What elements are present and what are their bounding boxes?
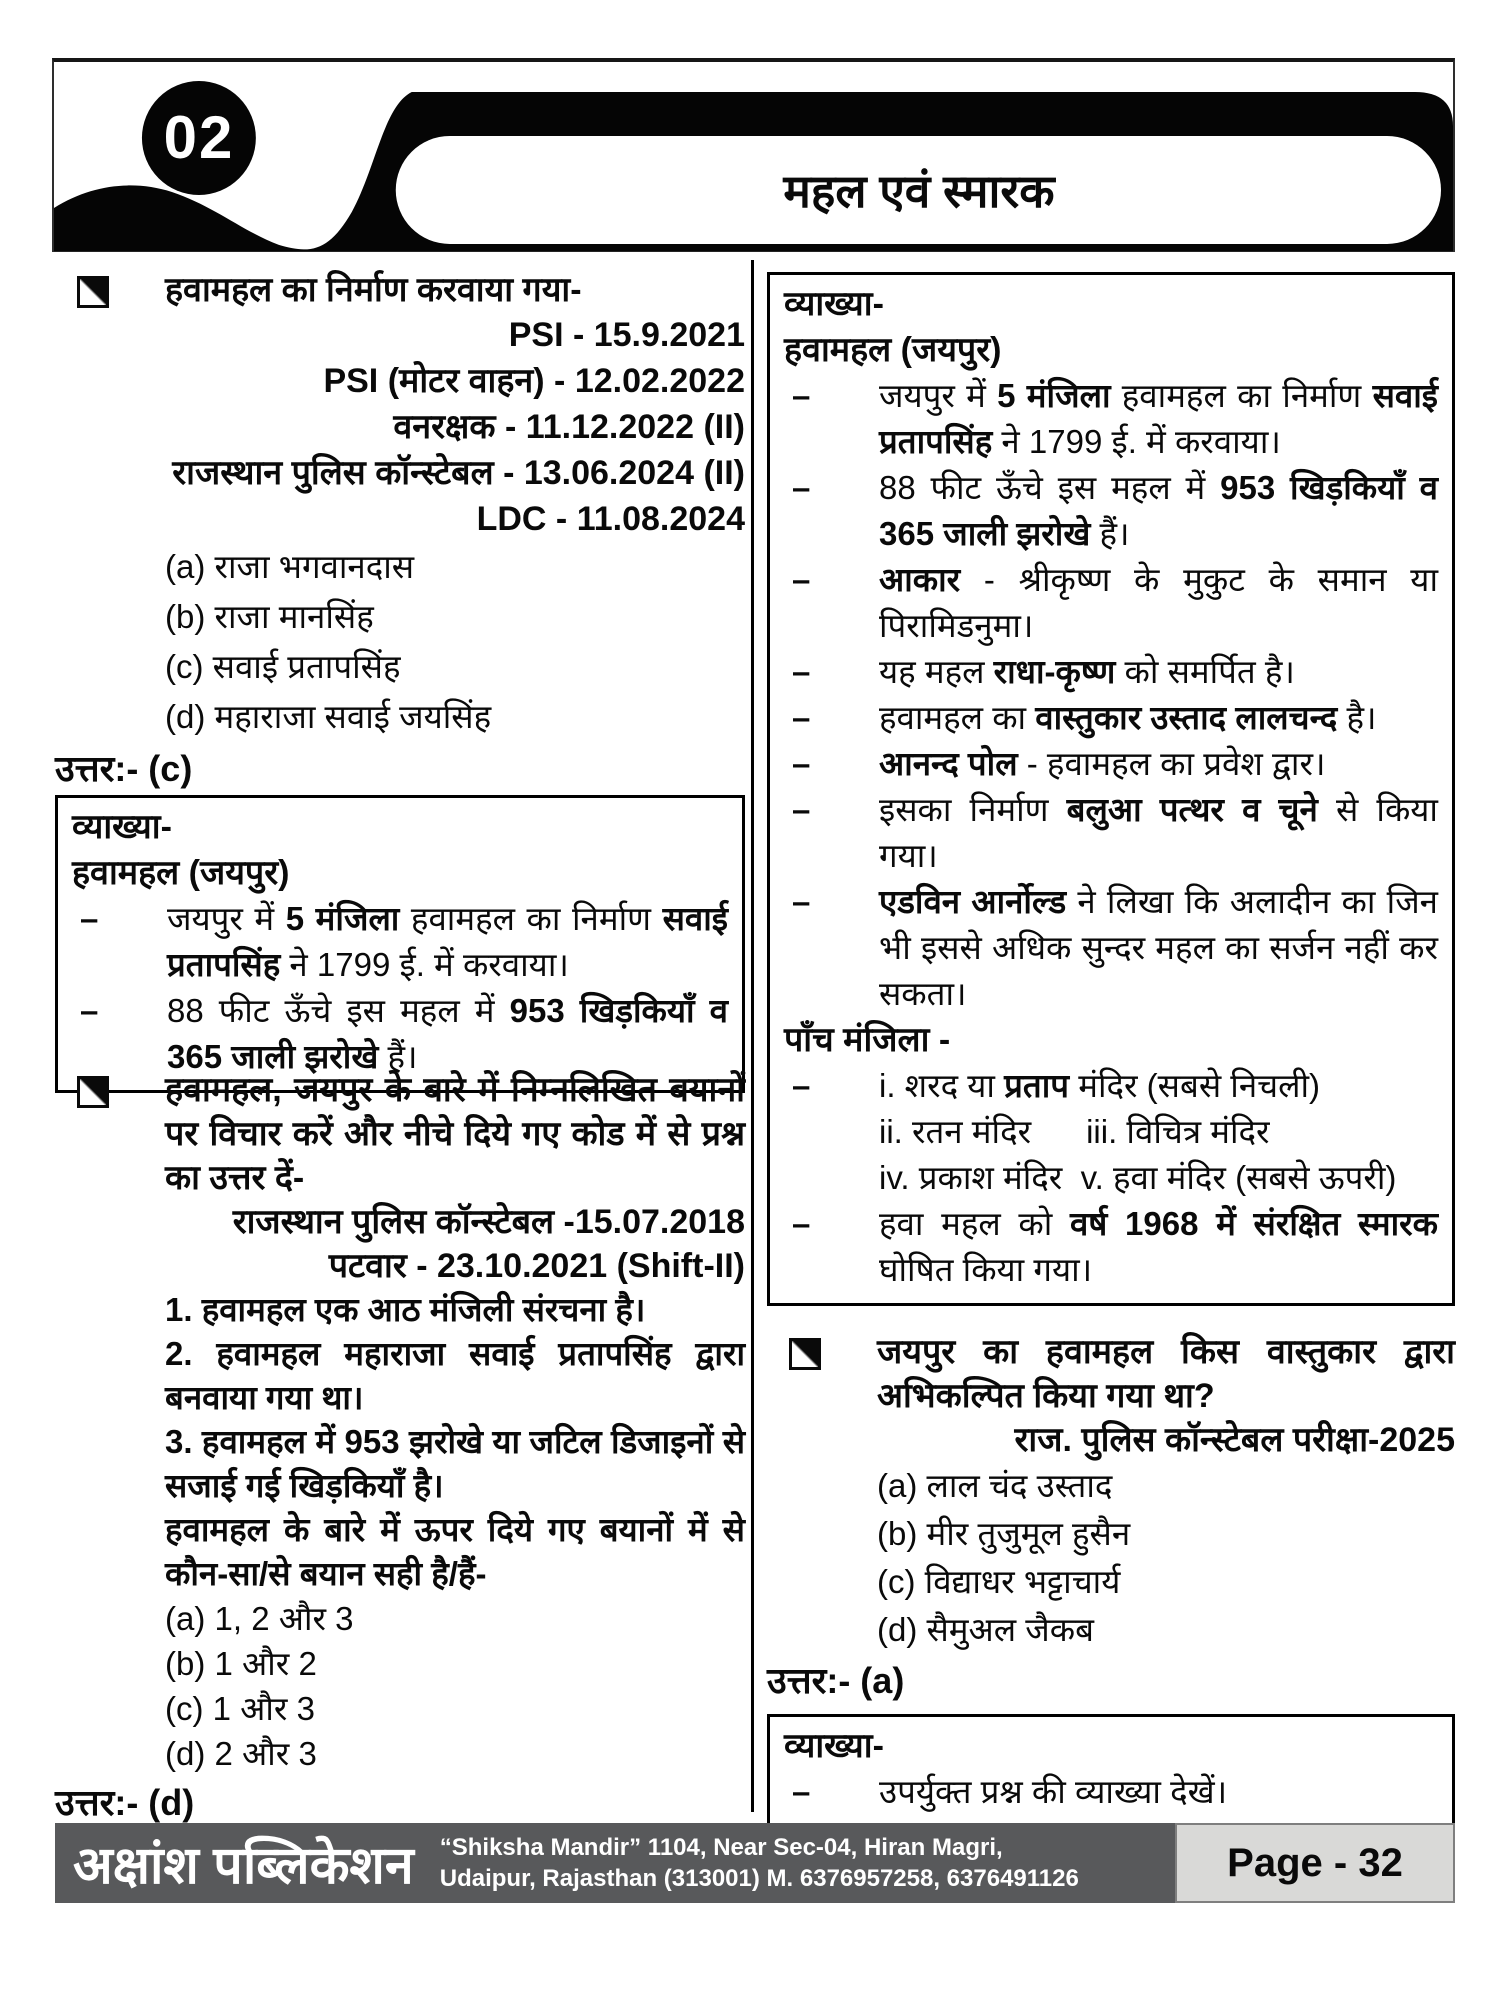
chapter-number-badge: 02 — [163, 104, 235, 171]
explanation-point: – जयपुर में 5 मंजिला हवामहल का निर्माण सवाई प्रतापसिंह ने 1799 ई. में करवाया। — [784, 373, 1438, 465]
explanation-point: – 88 फीट ऊँचे इस महल में 953 खिड़कियाँ व 365 जाली झरोखे हैं। — [72, 988, 728, 1080]
exam-reference: वनरक्षक - 11.12.2022 (II) — [393, 408, 745, 446]
page-footer — [55, 1823, 1455, 1903]
statement-3: 3. हवामहल में 953 झरोखे या जटिल डिजाइनों से सजाई गई खिड़कियाँ है। — [165, 1423, 745, 1504]
answer-line: उत्तर:- (c) — [55, 748, 193, 789]
question-block-1 — [55, 268, 745, 792]
exam-references — [877, 1418, 1455, 1462]
content-area — [55, 268, 1455, 1823]
explanation-box — [55, 795, 745, 1093]
explanation-box-small — [767, 1714, 1455, 1828]
publisher-name: अक्षांश पब्लिकेशन — [73, 1836, 414, 1895]
floor-line: ii. रतन मंदिर iii. विचित्र मंदिर — [879, 1113, 1270, 1150]
option-c: (c) 1 और 3 — [165, 1690, 315, 1727]
publisher-address — [440, 1832, 1079, 1894]
explanation-point: – इसका निर्माण बलुआ पत्थर व चूने से किया गया। — [784, 787, 1438, 879]
explanation-point: – हवा महल को वर्ष 1968 में संरक्षित स्मारक घोषित किया गया। — [784, 1201, 1438, 1293]
question-closing: हवामहल के बारे में ऊपर दिये गए बयानों में से कौन-सा/से बयान सही है/हैं- — [165, 1511, 745, 1592]
exam-reference: पटवार - 23.10.2021 (Shift-II) — [328, 1247, 745, 1285]
explanation-title: व्याख्या- — [784, 1727, 884, 1765]
exam-reference: PSI (मोटर वाहन) - 12.02.2022 — [323, 362, 745, 400]
exam-reference: राजस्थान पुलिस कॉन्स्टेबल - 13.06.2024 (II) — [172, 454, 745, 492]
chapter-header — [52, 58, 1455, 252]
question-text: जयपुर का हवामहल किस वास्तुकार द्वारा अभिकल्पित किया गया था? — [877, 1333, 1455, 1415]
option-d: (d) सैमुअल जैकब — [877, 1611, 1094, 1648]
floor-line: – i. शरद या प्रताप मंदिर (सबसे निचली) — [784, 1063, 1438, 1109]
explanation-subtitle: हवामहल (जयपुर) — [72, 854, 290, 892]
chapter-title: महल एवं स्मारक — [783, 165, 1055, 217]
option-d: (d) 2 और 3 — [165, 1735, 317, 1772]
explanation-point: – जयपुर में 5 मंजिला हवामहल का निर्माण सवाई प्रतापसिंह ने 1799 ई. में करवाया। — [72, 896, 728, 988]
publisher-bar — [55, 1823, 1175, 1903]
exam-reference: PSI - 15.9.2021 — [508, 316, 745, 354]
explanation-point: – 88 फीट ऊँचे इस महल में 953 खिड़कियाँ व 365 जाली झरोखे हैं। — [784, 465, 1438, 557]
question-text: हवामहल का निर्माण करवाया गया- — [165, 271, 582, 309]
option-c: (c) सवाई प्रतापसिंह — [165, 648, 401, 685]
explanation-point: – आकार - श्रीकृष्ण के मुकुट के समान या पिरामिडनुमा। — [784, 557, 1438, 649]
exam-reference: LDC - 11.08.2024 — [476, 500, 745, 538]
option-d: (d) महाराजा सवाई जयसिंह — [165, 698, 492, 735]
question-bullet-icon — [77, 276, 109, 308]
question-text: हवामहल, जयपुर के बारे में निम्नलिखित बयानों पर विचार करें और नीचे दिये गए कोड में से प्रश्न का उत्तर दें- — [165, 1071, 745, 1197]
exam-reference: राजस्थान पुलिस कॉन्स्टेबल -15.07.2018 — [232, 1203, 745, 1241]
left-column — [55, 268, 745, 1823]
explanation-title: व्याख्या- — [72, 808, 172, 846]
question-bullet-icon — [789, 1338, 821, 1370]
option-a: (a) 1, 2 और 3 — [165, 1600, 354, 1637]
address-line-1: “Shiksha Mandir” 1104, Near Sec-04, Hiran Magri, — [439, 1834, 1003, 1861]
explanation-point: – एडविन आर्नोल्ड ने लिखा कि अलादीन का जिन भी इससे अधिक सुन्दर महल का सर्जन नहीं कर सकता। — [784, 879, 1438, 1017]
explanation-point: – यह महल राधा-कृष्ण को समर्पित है। — [784, 649, 1438, 695]
exam-references — [165, 312, 745, 542]
right-column — [767, 268, 1455, 1823]
explanation-point: – आनन्द पोल - हवामहल का प्रवेश द्वार। — [784, 741, 1438, 787]
answer-line: उत्तर:- (a) — [767, 1660, 905, 1701]
option-c: (c) विद्याधर भट्टाचार्य — [877, 1563, 1121, 1600]
exam-references — [165, 1200, 745, 1288]
page-number-label: Page - 32 — [1227, 1840, 1403, 1885]
option-b: (b) 1 और 2 — [165, 1645, 317, 1682]
option-a: (a) राजा भगवानदास — [165, 548, 415, 585]
option-b: (b) राजा मानसिंह — [165, 598, 374, 635]
option-a: (a) लाल चंद उस्ताद — [877, 1467, 1113, 1504]
address-line-2: Udaipur, Rajasthan (313001) M. 6376957258, 6376491126 — [439, 1865, 1079, 1892]
floors-heading: पाँच मंजिला - — [784, 1021, 951, 1059]
explanation-subtitle: हवामहल (जयपुर) — [784, 331, 1002, 369]
answer-line: उत्तर:- (d) — [55, 1782, 195, 1823]
column-divider — [751, 260, 754, 1812]
explanation-box — [767, 272, 1455, 1306]
question-block-2 — [55, 1068, 745, 1826]
explanation-point: – उपर्युक्त प्रश्न की व्याख्या देखें। — [784, 1769, 1438, 1815]
explanation-title: व्याख्या- — [784, 285, 884, 323]
floor-line: iv. प्रकाश मंदिर v. हवा मंदिर (सबसे ऊपरी) — [879, 1159, 1397, 1196]
option-b: (b) मीर तुजुमूल हुसैन — [877, 1515, 1131, 1552]
explanation-point: – हवामहल का वास्तुकार उस्ताद लालचन्द है। — [784, 695, 1438, 741]
exam-reference: राज. पुलिस कॉन्स्टेबल परीक्षा-2025 — [1014, 1421, 1455, 1459]
statement-2: 2. हवामहल महाराजा सवाई प्रतापसिंह द्वारा बनवाया गया था। — [165, 1335, 745, 1416]
question-bullet-icon — [77, 1076, 109, 1108]
question-block-3 — [767, 1330, 1455, 1704]
statement-1: 1. हवामहल एक आठ मंजिली संरचना है। — [165, 1291, 646, 1328]
page-number-box — [1175, 1823, 1455, 1903]
